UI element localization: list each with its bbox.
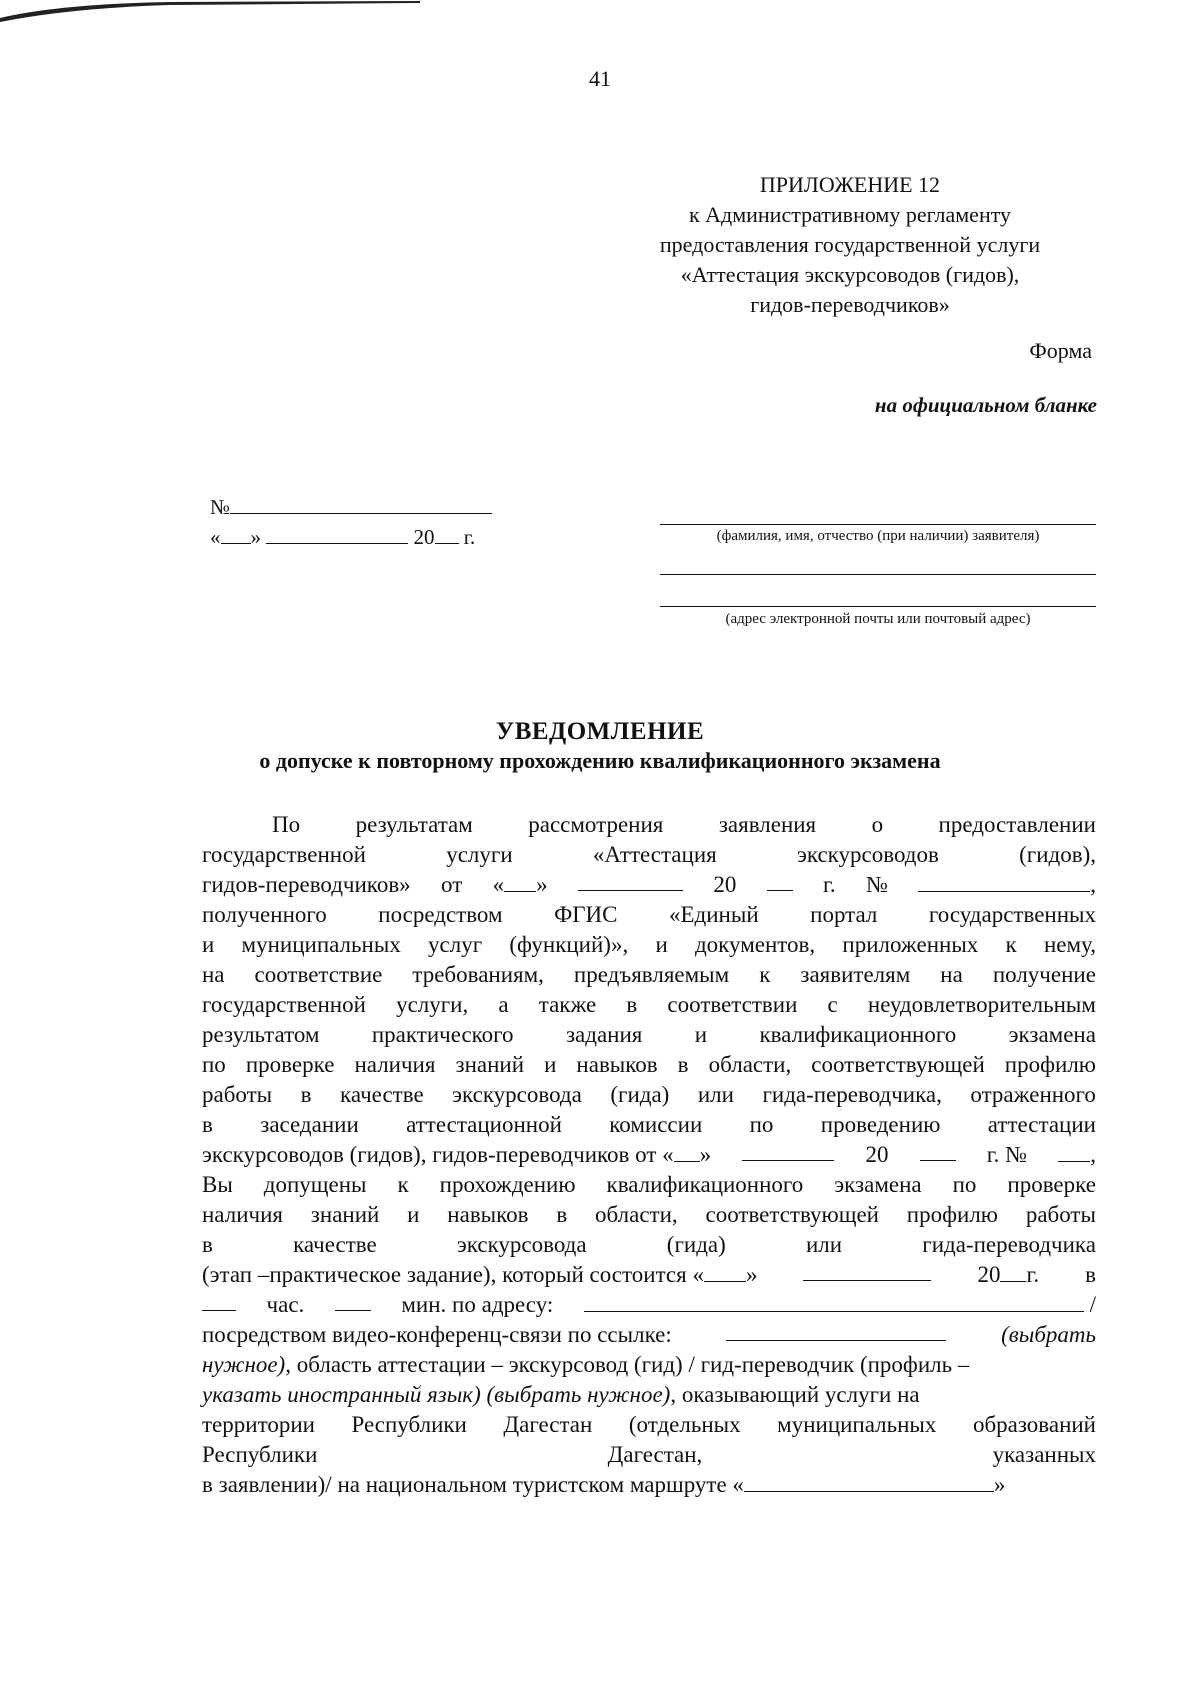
day-blank <box>221 524 251 544</box>
year-suffix: г. <box>463 525 476 549</box>
recipient-name-line <box>660 524 1096 525</box>
body-line: указать иностранный язык) (выбрать нужное) , оказывающий услуги на <box>202 1382 920 1407</box>
body-line: в заявлении)/ на национальном туристском маршруте « » <box>202 1472 1006 1497</box>
month-blank <box>742 1140 834 1161</box>
number-blank <box>918 871 1090 892</box>
body-line: по проверке наличия знаний и навыков в области, соответствующей профилю <box>202 1052 1096 1077</box>
recipient-name-caption: (фамилия, имя, отчество (при наличии) заявителя) <box>716 528 1040 544</box>
page-number: 41 <box>589 66 611 91</box>
body-line: наличия знаний и навыков в области, соответствующей профилю работы <box>202 1202 1096 1227</box>
number-blank <box>230 494 492 514</box>
body-line: территории Республики Дагестан (отдельных муниципальных образований <box>202 1412 1096 1437</box>
year-blank <box>767 870 793 891</box>
body-line: нужное) , область аттестации – экскурсовод (гид) / гид-переводчик (профиль – <box>202 1352 970 1377</box>
body-line: гидов-переводчиков» от « » 20 г. № , <box>202 872 1096 897</box>
notification-body <box>202 810 1096 1500</box>
minute-blank <box>335 1290 371 1311</box>
month-blank <box>578 870 683 891</box>
recipient-address-line <box>660 606 1096 607</box>
recipient-address-caption: (адрес электронной почты или почтовый адрес) <box>725 611 1031 627</box>
appendix-header <box>620 170 1080 320</box>
date-open-quote: « <box>210 525 221 549</box>
official-blank-label: на официальном бланке <box>874 393 1097 417</box>
day-blank <box>674 1141 700 1162</box>
body-line: результатом практического задания и квалификационного экзамена <box>202 1022 1096 1047</box>
body-line: работы в качестве экскурсовода (гида) или гида-переводчика, отраженного <box>202 1082 1096 1107</box>
appendix-line: «Аттестация экскурсоводов (гидов), <box>680 262 1020 287</box>
document-title: УВЕДОМЛЕНИЕ <box>495 718 705 745</box>
registration-number <box>210 494 492 520</box>
body-line: экскурсоводов (гидов), гидов-переводчиков от « » 20 г. № , <box>202 1142 1096 1167</box>
number-blank <box>1058 1141 1090 1162</box>
registration-date <box>210 524 475 550</box>
recipient-name-line-2 <box>660 574 1096 575</box>
month-blank <box>266 524 408 544</box>
body-line: полученного посредством ФГИС «Единый портал государственных <box>202 902 1096 927</box>
hour-blank <box>202 1290 236 1311</box>
form-label: Форма <box>1029 338 1092 363</box>
day-blank <box>504 871 536 892</box>
document-subtitle: о допуске к повторному прохождению квалификационного экзамена <box>259 748 941 773</box>
body-line: Республики Дагестан, указанных <box>202 1442 1096 1467</box>
route-blank <box>744 1471 994 1492</box>
body-line: государственной услуги «Аттестация экскурсоводов (гидов), <box>202 842 1096 867</box>
month-blank <box>803 1260 931 1281</box>
address-blank <box>584 1291 1084 1312</box>
year-blank <box>920 1140 956 1161</box>
year-blank <box>435 524 459 544</box>
body-line: час. мин. по адресу: / <box>202 1290 1096 1320</box>
day-blank <box>704 1261 746 1282</box>
appendix-line: к Административному регламенту <box>688 202 1012 227</box>
body-line: посредством видео-конференц-связи по ссылке: (выбрать <box>202 1322 1096 1347</box>
body-line: Вы допущены к прохождению квалификационного экзамена по проверке <box>202 1172 1096 1197</box>
link-blank <box>726 1320 946 1341</box>
scan-edge-mark <box>0 0 420 22</box>
appendix-title: ПРИЛОЖЕНИЕ 12 <box>759 172 941 197</box>
date-close-quote: » <box>250 525 261 549</box>
number-sign: № <box>210 495 231 519</box>
body-line: государственной услуги, а также в соответствии с неудовлетворительным <box>202 992 1096 1017</box>
body-line: в заседании аттестационной комиссии по проведению аттестации <box>202 1112 1096 1137</box>
body-line: По результатам рассмотрения заявления о предоставлении <box>272 812 1096 837</box>
body-line: в качестве экскурсовода (гида) или гида-переводчика <box>202 1232 1096 1257</box>
year-blank <box>1000 1261 1026 1282</box>
body-line: на соответствие требованиям, предъявляемым к заявителям на получение <box>202 962 1096 987</box>
body-line: (этап –практическое задание), который состоится « » 20 г. в <box>202 1262 1096 1287</box>
body-line: и муниципальных услуг (функций)», и документов, приложенных к нему, <box>202 932 1096 957</box>
appendix-line: предоставления государственной услуги <box>659 232 1041 257</box>
year-prefix: 20 <box>413 525 435 549</box>
appendix-line: гидов-переводчиков» <box>750 292 950 317</box>
